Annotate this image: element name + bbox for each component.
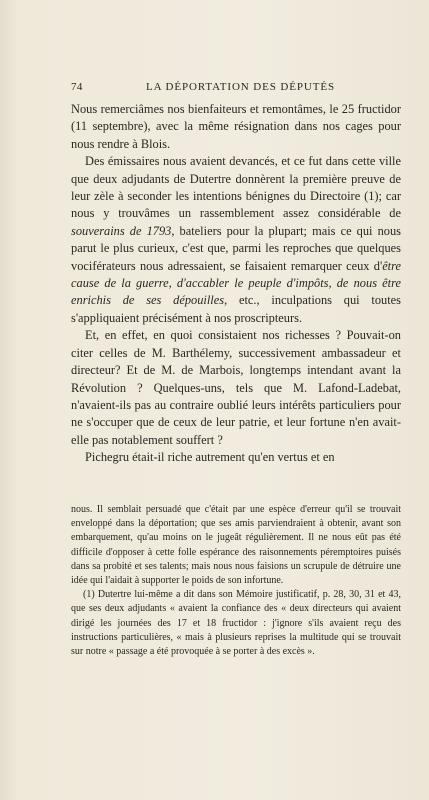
- paragraph-3: Et, en effet, en quoi consistaient nos richesses ? Pouvait-on citer celles de M. Barthélemy, successivement ambassadeur et directeur? Et de M. de Marbois, longtemps intendant avant la Révolution ? Quelques-uns, tels que M. Lafond-Ladebat, n'avaient-ils pas au contraire oublié leurs intérêts particuliers pour ne s'occuper que de ceux de leur patrie, et leur fortune n'en avait-elle pas notablement souffert ?: [71, 328, 401, 447]
- footnote-continuation: nous. Il semblait persuadé que c'était par une espèce d'erreur qu'il se trouvait enveloppé dans la déportation; que ses amis parviendraient à obtenir, avant son embarquement, qu'au moins on le jugeât régulièrement. Il ne nous eût pas été difficile d'opposer à cette folle espérance des raisonnements péremptoires puisés dans sa probité et ses talents; mais nous nous faisions un scrupule de détruire une idée qui l'aidait à supporter le poids de son infortune.: [71, 504, 401, 587]
- page-number: 74: [71, 81, 83, 93]
- paragraph-2-part-c: , bateliers pour la plupart; mais ce qui nous parut le plus curieux, c'est que, parmi les reproches que quelques vociférateurs nous adressaient, se faisaient remarquer ceux d': [71, 223, 401, 273]
- paragraph-2-italic-souverains: souverains de 1793: [71, 223, 172, 238]
- paragraph-2-part-a: Des émissaires nous avaient devancés, et ce fut dans cette ville que deux adjudants de Dutertre donnèrent la première preuve de leur zèle à seconder les intentions bénignes du Directoire (1); car nous y trouvâmes un rassemblement assez considérable de: [71, 154, 401, 221]
- paragraph-1: Nous remerciâmes nos bienfaiteurs et remontâmes, le 25 fructidor (11 septembre), avec la même résignation dans nos cages pour nous rendre à Blois.: [71, 102, 401, 151]
- main-text: [71, 101, 401, 467]
- footnote-1: (1) Dutertre lui-même a dit dans son Mémoire justificatif, p. 28, 30, 31 et 43, que ses deux adjudants « avaient la confiance des « deux directeurs qui avaient dirigé les journées des 17 et 18 fructidor : j'ignore s'ils avaient reçu des instructions particulières, « mais à plusieurs reprises la multitude qui se trouvait sur notre « passage a été provoquée à se porter à des excès ».: [71, 589, 401, 658]
- running-title: LA DÉPORTATION DES DÉPUTÉS: [146, 81, 336, 93]
- paragraph-2: [71, 153, 401, 327]
- paragraph-2-italic-accusations: être cause de la guerre, d'accabler le peuple d'impôts, de nous être enrichis de ses dépouilles: [71, 258, 401, 308]
- footnotes: [71, 503, 401, 659]
- page-header: [71, 81, 401, 95]
- paragraph-4: Pichegru était-il riche autrement qu'en vertus et en: [85, 450, 335, 465]
- paragraph-2-part-e: , etc., inculpations qui toutes s'appliquaient précisément à nos proscripteurs.: [71, 293, 401, 325]
